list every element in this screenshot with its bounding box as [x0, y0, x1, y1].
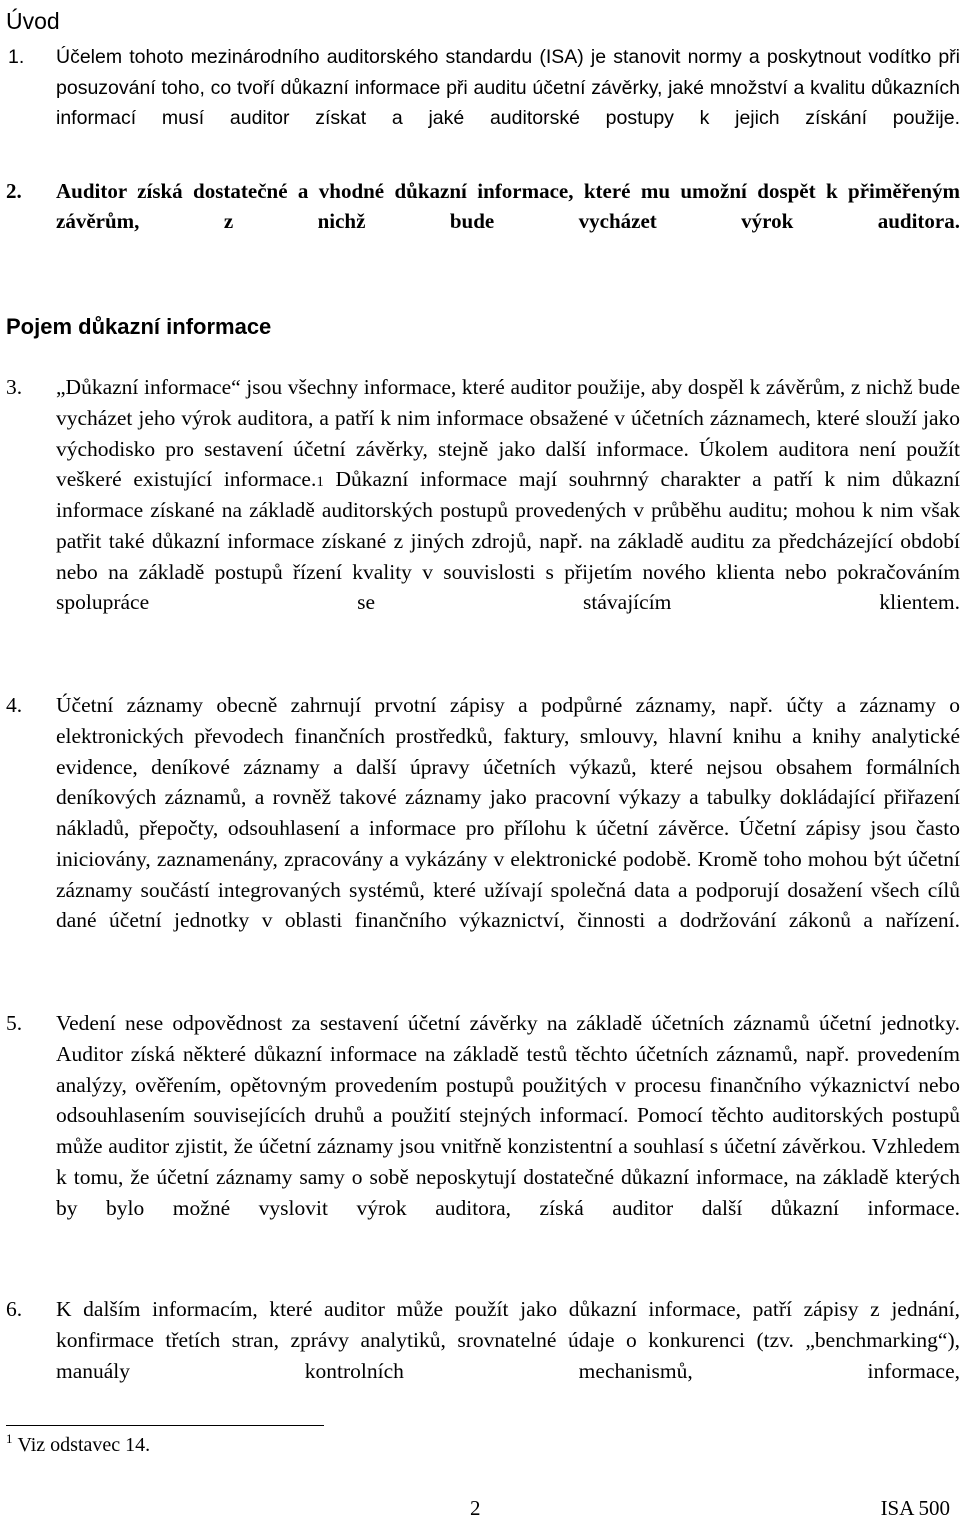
paragraph-4	[6, 690, 960, 967]
paragraph-6	[6, 1294, 960, 1417]
section-heading-intro: Úvod	[6, 8, 60, 34]
paragraph-text	[56, 372, 960, 649]
paragraph-number: 4.	[6, 693, 23, 717]
paragraph-text: Auditor získá dostatečné a vhodné důkazní informace, které mu umožní dospět k přiměřeným závěrům, z nichž bude vycházet výrok auditora.	[56, 179, 960, 233]
paragraph-text: Účelem tohoto mezinárodního auditorského standardu (ISA) je stanovit normy a poskytnout vodítko při posuzování toho, co tvoří důkazní informace při auditu účetní závěrky, jaké množství a kvalitu důkazních informací musí auditor získat a jaké auditorské postupy k jejich získání použije.	[56, 46, 960, 129]
paragraph-number: 2.	[6, 179, 22, 203]
paragraph-3	[6, 372, 960, 649]
paragraph-5	[6, 1008, 960, 1254]
footnote-marker: 1	[6, 1431, 13, 1446]
paragraph-2	[6, 176, 960, 266]
paragraph-number: 3.	[6, 375, 23, 399]
paragraph-number: 5.	[6, 1011, 23, 1035]
paragraph-1	[6, 42, 960, 164]
paragraph-text: Vedení nese odpovědnost za sestavení účetní závěrky na základě účetních záznamů účetní jednotky. Auditor získá některé důkazní informace na základě testů těchto účetních záznamů, např. provedením analýzy, ověřením, opětovným provedením postupů použitých v procesu finančního výkaznictví nebo odsouhlasením souvisejících druhů a použití stejných informací. Pomocí těchto auditorských postupů může auditor zjistit, že účetní záznamy jsou vnitřně konzistentní a souhlasí s účetní závěrkou. Vzhledem k tomu, že účetní záznamy samy o sobě neposkytují dostatečné důkazní informace, na základě kterých by bylo možné vyslovit výrok auditora, získá auditor další důkazní informace.	[56, 1011, 960, 1220]
footnote-reference[interactable]: 1	[316, 474, 324, 491]
paragraph-text: Účetní záznamy obecně zahrnují prvotní zápisy a podpůrné záznamy, např. účty a záznamy o elektronických převodech finančních prostředků, faktury, smlouvy, hlavní knihu a knihy analytické evidence, deníkové záznamy a další úpravy účetních výkazů, které nejsou obsahem formálních deníkových záznamů, a rovněž takové záznamy jako pracovní výkazy a tabulky dokládající přiřazení nákladů, přepočty, odsouhlasení a informace pro přílohu k účetní závěrce. Účetní zápisy jsou často iniciovány, zaznamenány, zpracovány a vykázány v elektronické podobě. Kromě toho mohou být účetní záznamy součástí integrovaných systémů, které užívají společná data a podporují dosažení všech cílů dané účetní jednotky v oblasti finančního výkaznictví, činnosti a dodržování zákonů a nařízení.	[56, 693, 960, 933]
paragraph-number: 6.	[6, 1297, 23, 1321]
section-heading-pojem: Pojem důkazní informace	[6, 314, 272, 339]
footnote-divider	[6, 1425, 324, 1426]
paragraph-text-part-a: „Důkazní informace“ jsou všechny informace, které auditor použije, aby dospěl k závěrům, z nichž bude vycházet jeho výrok auditora, a patří k nim informace obsažené v účetních záznamech, které slouží jako východisko pro sestavení účetní závěrky, stejně jako další informace. Úkolem auditora není použít veškeré existující informace.	[56, 375, 960, 492]
paragraph-text: K dalším informacím, které auditor může použít jako důkazní informace, patří zápisy z jednání, konfirmace třetích stran, zprávy analytiků, srovnatelné údaje o konkurenci (tzv. „benchmarking“), manuály kontrolních mechanismů, informace,	[56, 1297, 960, 1383]
page-number: 2	[470, 1496, 481, 1520]
paragraph-text-part-b: Důkazní informace mají souhrnný charakter a patří k nim důkazní informace získané na základě auditorských postupů provedených v průběhu auditu; mohou k nim však patřit také důkazní informace získané z jiných zdrojů, např. na základě auditu za předcházející období nebo na základě postupů řízení kvality v souvislosti s přijetím nového klienta nebo pokračováním spolupráce se stávajícím klientem.	[56, 467, 960, 615]
paragraph-number: 1.	[8, 46, 25, 68]
standard-code: ISA 500	[880, 1496, 950, 1520]
footnote-text: Viz odstavec 14.	[17, 1434, 151, 1456]
footnote	[6, 1430, 150, 1460]
